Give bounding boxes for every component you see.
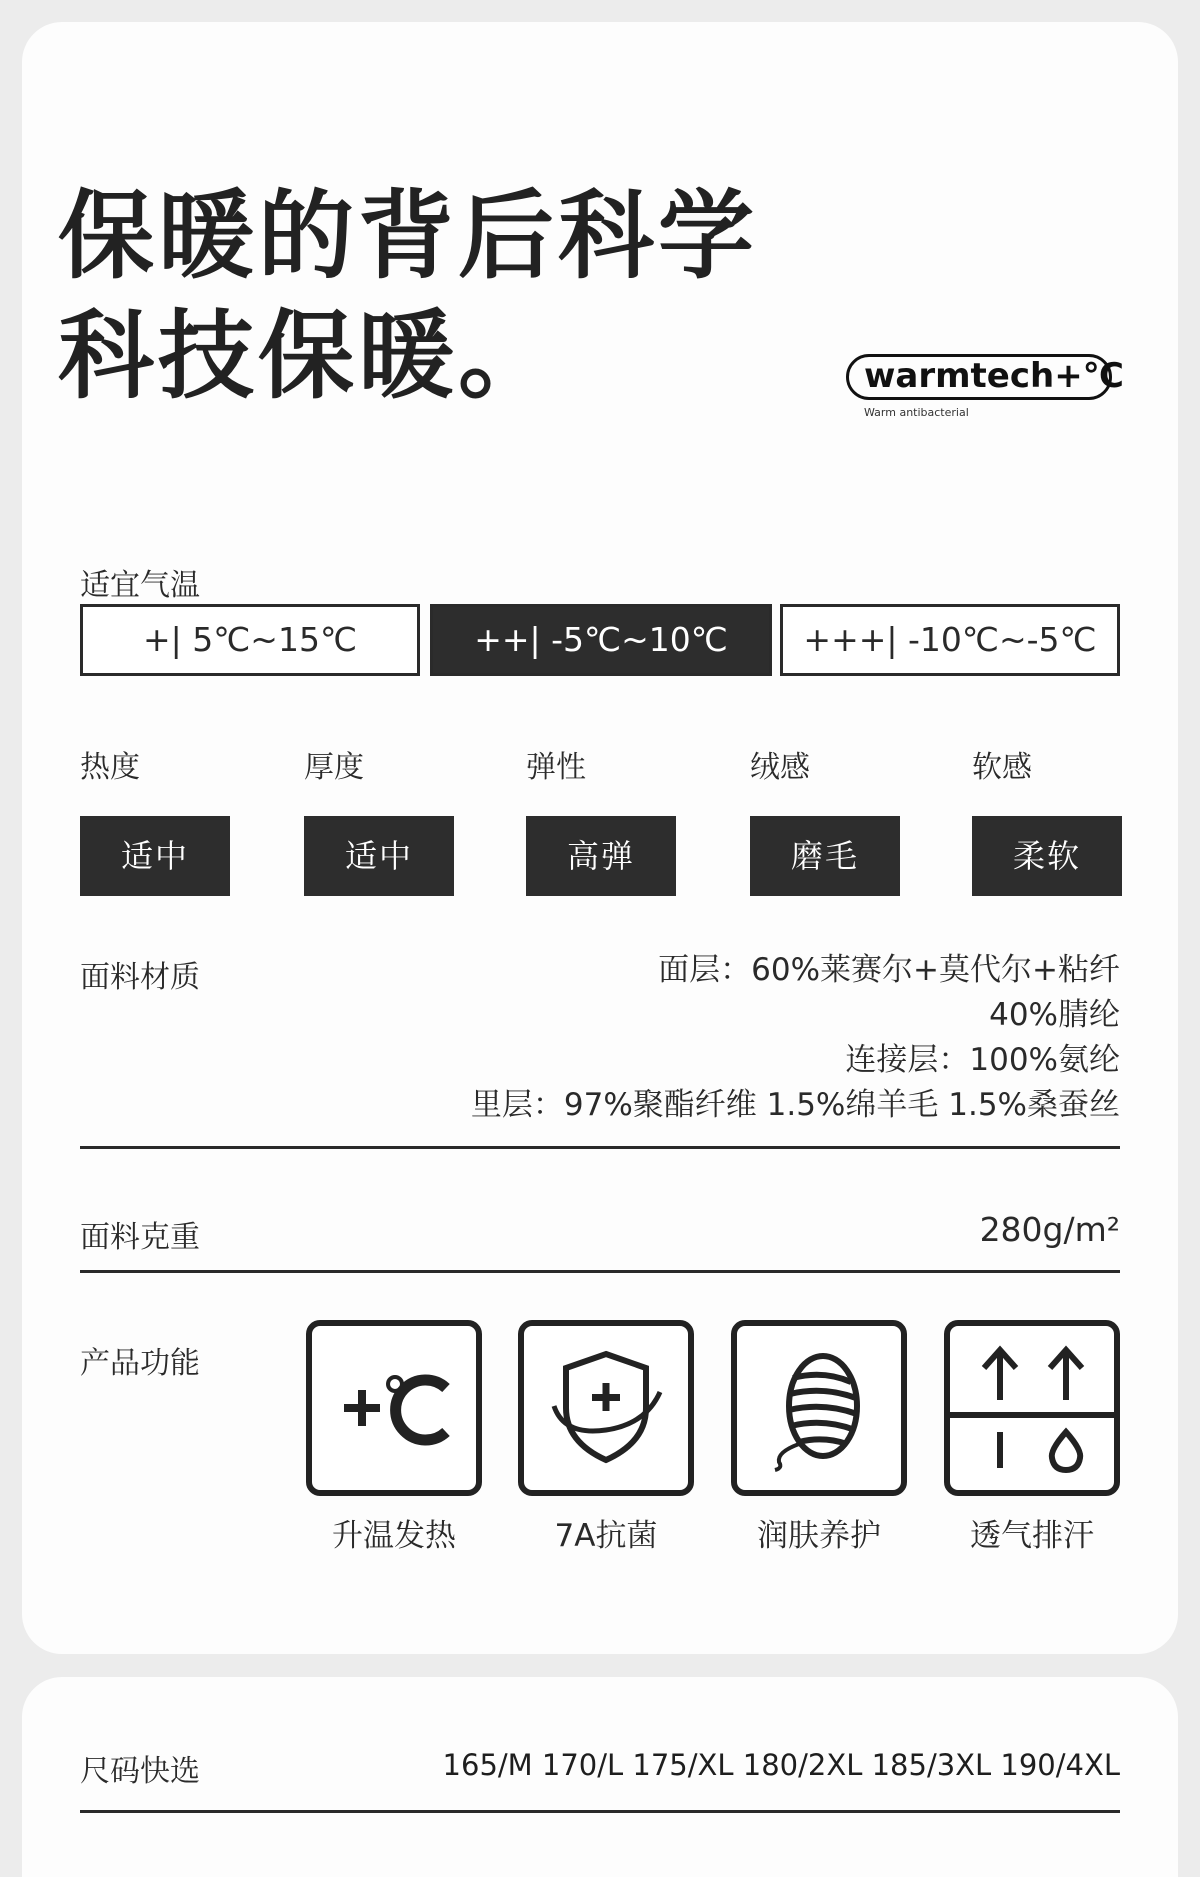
- weight-label: 面料克重: [80, 1220, 200, 1255]
- fabric-label: 面料材质: [80, 960, 200, 995]
- divider: [80, 1146, 1120, 1149]
- attribute-value: 高弹: [526, 816, 676, 896]
- attribute-name: 厚度: [304, 750, 364, 785]
- fabric-line: 连接层：100%氨纶: [845, 1042, 1120, 1078]
- hero-title: [58, 176, 758, 416]
- attribute-fleece: [750, 742, 900, 896]
- hero-line-2: 科技保暖。: [58, 300, 558, 412]
- function-caption: 升温发热: [332, 1518, 456, 1554]
- attribute-elasticity: [526, 742, 676, 896]
- function-caption: 7A抗菌: [554, 1518, 658, 1554]
- attribute-name: 热度: [80, 750, 140, 785]
- fabric-line: 40%腈纶: [989, 997, 1120, 1033]
- divider: [80, 1810, 1120, 1813]
- divider: [80, 1270, 1120, 1273]
- attribute-value: 柔软: [972, 816, 1122, 896]
- temperature-option-1[interactable]: +| 5℃~15℃: [80, 604, 420, 676]
- temperature-label: 适宜气温: [80, 568, 200, 603]
- temperature-options: [80, 604, 1120, 676]
- shield-plus-icon: [518, 1320, 694, 1496]
- temperature-option-2[interactable]: ++| -5℃~10℃: [430, 604, 772, 676]
- size-label: 尺码快选: [80, 1754, 200, 1789]
- fabric-line: 里层：97%聚酯纤维 1.5%绵羊毛 1.5%桑蚕丝: [470, 1087, 1120, 1123]
- temperature-option-3[interactable]: +++| -10℃~-5℃: [780, 604, 1120, 676]
- yarn-ball-icon: [731, 1320, 907, 1496]
- attribute-thickness: [304, 742, 454, 896]
- attribute-value: 适中: [304, 816, 454, 896]
- attribute-name: 软感: [972, 750, 1032, 785]
- function-item-breathable: [944, 1320, 1120, 1555]
- function-item-warming: [306, 1320, 482, 1555]
- attribute-value: 磨毛: [750, 816, 900, 896]
- logo-tagline: Warm antibacterial: [864, 406, 969, 419]
- attribute-value: 适中: [80, 816, 230, 896]
- breathable-drop-icon: [944, 1320, 1120, 1496]
- functions-label: 产品功能: [80, 1346, 200, 1381]
- warmtech-logo: [826, 340, 1122, 440]
- plus-celsius-icon: [306, 1320, 482, 1496]
- attribute-heat: [80, 742, 230, 896]
- function-caption: 透气排汗: [970, 1518, 1094, 1554]
- hero-line-1: 保暖的背后科学: [58, 180, 758, 292]
- fabric-composition: [471, 948, 1120, 1128]
- attribute-softness: [972, 742, 1122, 896]
- fabric-line: 面层：60%莱赛尔+莫代尔+粘纤: [658, 952, 1120, 988]
- logo-wordmark: warmtech+℃: [864, 356, 1124, 396]
- size-options[interactable]: 165/M 170/L 175/XL 180/2XL 185/3XL 190/4XL: [442, 1748, 1120, 1782]
- attribute-name: 绒感: [750, 750, 810, 785]
- function-caption: 润肤养护: [757, 1518, 881, 1554]
- attribute-name: 弹性: [526, 750, 586, 785]
- weight-value: 280g/m²: [979, 1210, 1120, 1249]
- function-item-skincare: [731, 1320, 907, 1555]
- function-item-antibacterial: [518, 1320, 694, 1555]
